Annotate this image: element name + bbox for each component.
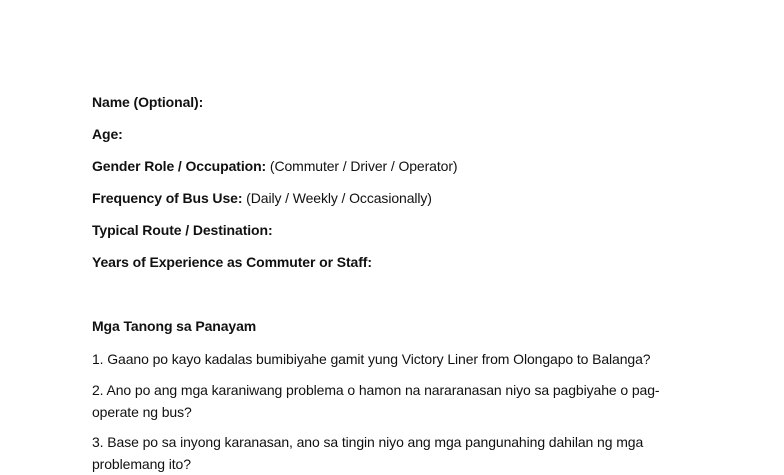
field-route: [92, 220, 273, 240]
question-1: 1. Gaano po kayo kadalas bumibiyahe gamit yung Victory Liner from Olongapo to Balanga?: [92, 351, 651, 367]
question-3: 3. Base po sa inyong karanasan, ano sa tingin niyo ang mga pangunahing dahilan ng mga problemang ito?: [92, 434, 644, 472]
field-name-label: Name (Optional):: [92, 94, 204, 110]
field-experience: [92, 252, 372, 272]
field-age: [92, 124, 123, 144]
field-frequency-label: Frequency of Bus Use:: [92, 190, 243, 206]
field-frequency-value: (Daily / Weekly / Occasionally): [242, 190, 432, 206]
field-frequency: [92, 188, 432, 208]
field-experience-label: Years of Experience as Commuter or Staff:: [92, 254, 372, 270]
field-route-label: Typical Route / Destination:: [92, 222, 273, 238]
question-2: 2. Ano po ang mga karaniwang problema o hamon na nararanasan niyo sa pagbiyahe o pag-operate ng bus?: [92, 382, 660, 420]
field-gender-role-value: (Commuter / Driver / Operator): [266, 158, 458, 174]
section-heading: Mga Tanong sa Panayam: [92, 318, 257, 334]
field-name: [92, 92, 203, 112]
field-gender-role: [92, 156, 457, 176]
field-age-label: Age:: [92, 126, 123, 142]
field-gender-role-label: Gender Role / Occupation:: [92, 158, 267, 174]
